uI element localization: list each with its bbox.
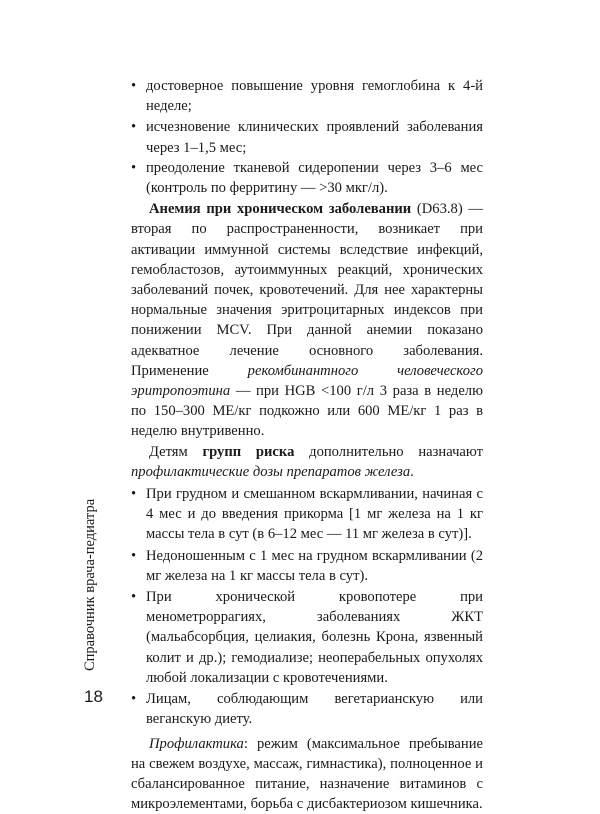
prophylactic-doses: профилактические дозы препаратов железа — [131, 464, 410, 480]
running-title: Справочник врача-педиатра — [82, 499, 99, 671]
anemia-text-1: — вторая по распространенности, возникает при активации иммунной системы вследствие инфекций, гемобластозов, аутоиммунных реакций, хронических заболеваний почек, кровотечений. Для нее характерны нормальные значения эритроцитарных индексов при понижении MCV. При данной анемии показано адекватное лечение основного заболевания. Применение — [131, 201, 483, 379]
list-item: • При грудном и смешанном вскармливании, начиная с 4 мес и до введения прикорма [1 мг железа на 1 кг массы тела в сут (в 6–12 мес — 11 мг железа в сут)]. — [131, 484, 483, 545]
anemia-drug: рекомбинантного человеческого эритропоэтина — [131, 363, 483, 399]
list-item: • исчезновение клинических проявлений заболевания через 1–1,5 мес; — [131, 117, 483, 157]
page-content — [131, 76, 483, 814]
risk-group-list — [131, 484, 483, 729]
criteria-list — [131, 76, 483, 198]
prophylaxis-text: : режим (максимальное пребывание на свежем воздухе, массаж, гимнастика), полноценное и сбалансированное питание, назначение витаминов с микроэлементами, борьба с дисбактериозом кишечника. — [131, 736, 483, 813]
prophylaxis-paragraph — [131, 734, 483, 814]
anemia-term: Анемия при хроническом заболевании — [149, 201, 411, 217]
list-item: • Лицам, соблюдающим вегетарианскую или веганскую диету. — [131, 689, 483, 729]
risk-post: . — [410, 464, 414, 480]
risk-group-paragraph — [131, 442, 483, 482]
prophylaxis-term: Профилактика — [149, 736, 244, 752]
anemia-paragraph — [131, 199, 483, 441]
risk-mid: дополнительно назначают — [294, 444, 483, 460]
list-item: • достоверное повышение уровня гемоглобина к 4-й неделе; — [131, 76, 483, 116]
anemia-text-2: — при HGB <100 г/л 3 раза в неделю по 150–300 МЕ/кг подкожно или 600 МЕ/кг 1 раз в неделю внутривенно. — [131, 383, 483, 439]
page-number: 18 — [84, 687, 103, 707]
anemia-code: (D63.8) — [411, 201, 463, 217]
list-item: • При хронической кровопотере при менометроррагиях, заболеваниях ЖКТ (мальабсорбция, целиакия, болезнь Крона, язвенный колит и др.); гемодиализе; неоперабельных опухолях любой локализации с кровотечениями. — [131, 587, 483, 688]
list-item: • Недоношенным с 1 мес на грудном вскармливании (2 мг железа на 1 кг массы тела в сут). — [131, 546, 483, 586]
risk-pre: Детям — [149, 444, 203, 460]
list-item: • преодоление тканевой сидеропении через 3–6 мес (контроль по ферритину — >30 мкг/л). — [131, 158, 483, 198]
risk-group-term: групп риска — [203, 444, 295, 460]
